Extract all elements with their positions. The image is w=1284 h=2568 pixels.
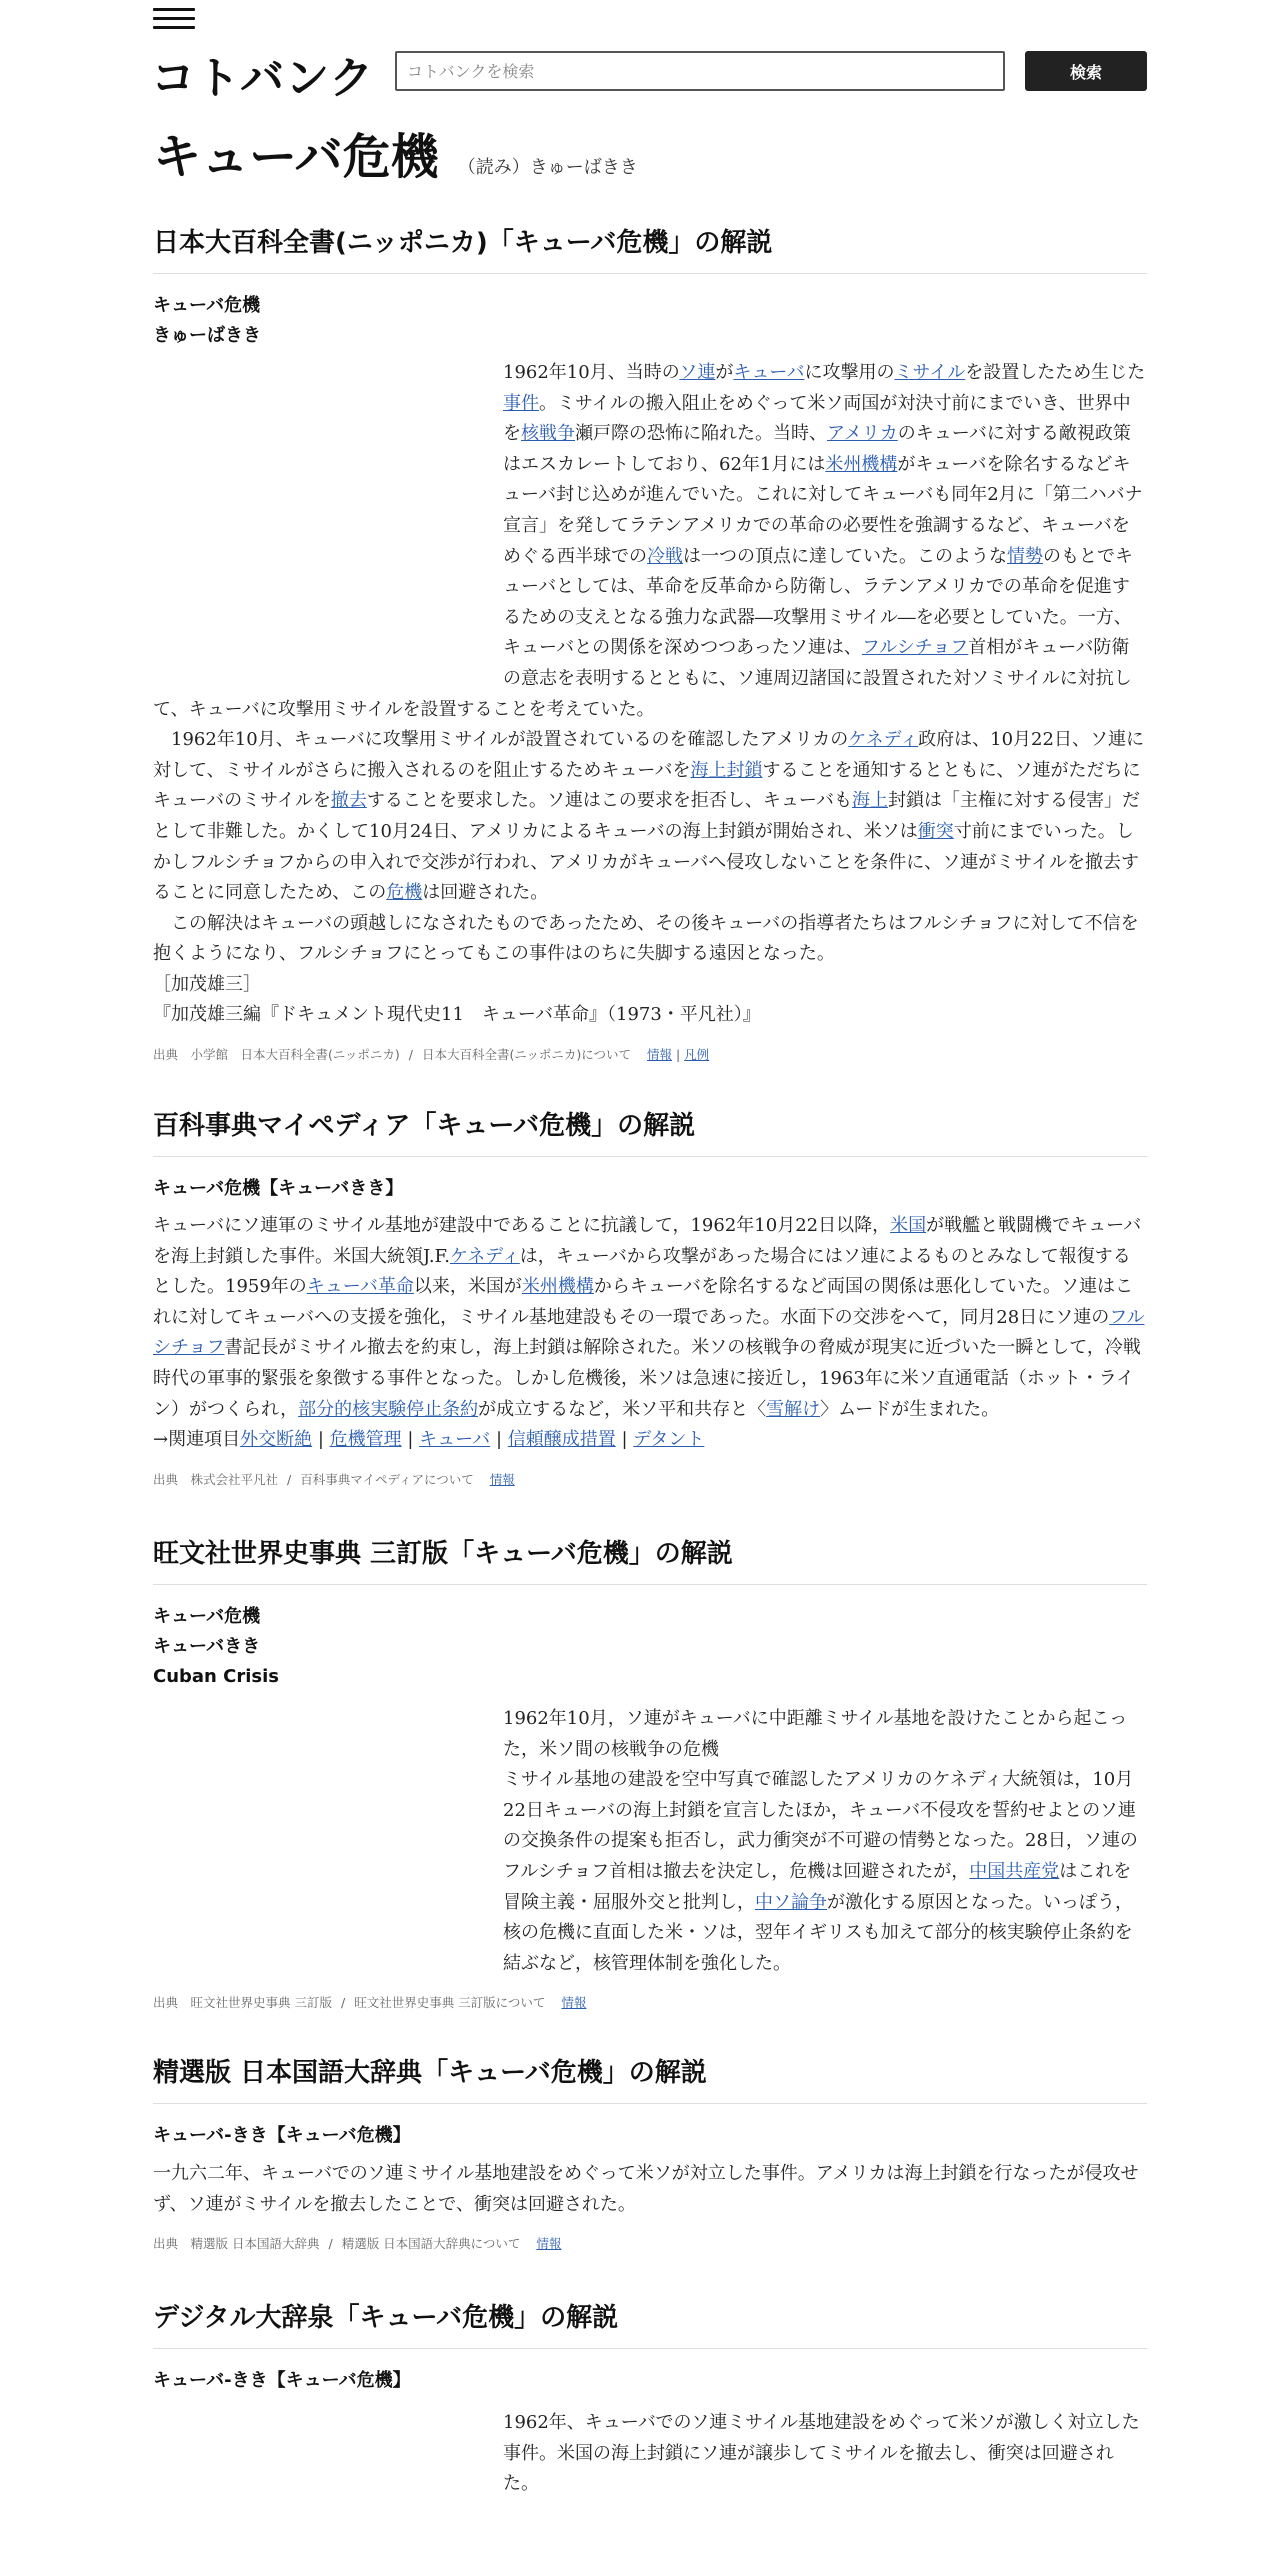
entry-title: キューバ危機 — [153, 295, 261, 316]
paragraph-1: キューバにソ連軍のミサイル基地が建設中であることに抗議して，1962年10月22日以降，米国が戦艦と戦闘機でキューバを海上封鎖した事件。米国大統領J.F.ケネディは，キューバから攻撃があった場合にはソ連によるものとみなして報復するとした。1959年のキューバ革命以来，米国が米州機構からキューバを除名するなど両国の関係は悪化していた。ソ連はこれに対してキューバへの支援を強化，ミサイル基地建設もその一環であった。水面下の交渉をへて，同月28日にソ連のフルシチョフ書記長がミサイル撤去を約束し，海上封鎖は解除された。米ソの核戦争の脅威が現実に近づいた一瞬として，冷戦時代の軍事的緊張を象徴する事件となった。しかし危機後，米ソは急速に接近し，1963年に米ソ直通電話（ホット・ライン）がつくられ，部分的核実験停止条約が成立するなど，米ソ平和共存と〈雪解け〉ムードが生まれた。 — [153, 1215, 1145, 1420]
section-nipponica — [153, 222, 1147, 1063]
related-link[interactable]: デタント — [633, 1429, 705, 1451]
entry-title: キューバ危機【キューバきき】 — [153, 1178, 404, 1199]
inline-link[interactable]: 事件 — [503, 392, 539, 414]
related-items: →関連項目外交断絶 | 危機管理 | キューバ | 信頼醸成措置 | デタント — [153, 1429, 705, 1451]
inline-link[interactable]: アメリカ — [827, 423, 898, 445]
section-mypedia — [153, 1105, 1147, 1488]
info-link[interactable]: 情報 — [646, 1047, 672, 1063]
entry-english: Cuban Crisis — [153, 1666, 279, 1687]
entry-title: キューバ‐きき【キューバ危機】 — [153, 2125, 411, 2146]
info-link[interactable]: 情報 — [536, 2236, 562, 2252]
inline-link[interactable]: フルシチョフ — [861, 637, 969, 659]
section-nikkoku — [153, 2052, 1147, 2252]
author: ［加茂雄三］ — [153, 973, 261, 995]
paragraph-1: 一九六二年、キューバでのソ連ミサイル基地建設をめぐって米ソが対立した事件。アメリカは海上封鎖を行なったが侵攻せず、ソ連がミサイルを撤去したことで、衝突は回避された。 — [153, 2163, 1139, 2215]
related-link[interactable]: 危機管理 — [329, 1429, 402, 1451]
section-heading: 百科事典マイペディア「キューバ危機」の解説 — [153, 1105, 1147, 1157]
section-heading: 日本大百科全書(ニッポニカ)「キューバ危機」の解説 — [153, 222, 1147, 274]
inline-link[interactable]: フルシチョフ — [153, 1306, 1145, 1359]
entry-reading: キューバきき — [153, 1636, 261, 1657]
section-daijisen — [153, 2297, 1147, 2500]
inline-link[interactable]: 情勢 — [1007, 545, 1043, 567]
inline-link[interactable]: ケネディ — [848, 729, 919, 751]
info-link[interactable]: 情報 — [561, 1995, 587, 2011]
source-line: 出典 精選版 日本国語大辞典 / 精選版 日本国語大辞典について 情報 — [153, 2236, 562, 2252]
section-heading: 旺文社世界史事典 三訂版「キューバ危機」の解説 — [153, 1533, 1147, 1585]
inline-link[interactable]: 中ソ論争 — [755, 1891, 827, 1913]
entry-title: キューバ危機 — [153, 1606, 261, 1627]
entry-title: キューバ‐きき【キューバ危機】 — [153, 2370, 411, 2391]
related-link[interactable]: 信頼醸成措置 — [507, 1429, 616, 1451]
inline-link[interactable]: 部分的核実験停止条約 — [298, 1398, 479, 1420]
inline-link[interactable]: 海上封鎖 — [690, 759, 763, 781]
related-link[interactable]: 外交断絶 — [240, 1429, 313, 1451]
entry-reading: きゅーばきき — [153, 325, 261, 346]
related-link[interactable]: キューバ — [419, 1429, 491, 1451]
inline-link[interactable]: ケネディ — [449, 1245, 520, 1267]
section-heading: 精選版 日本国語大辞典「キューバ危機」の解説 — [153, 2052, 1147, 2104]
inline-link[interactable]: 米州機構 — [521, 1276, 594, 1298]
page-reading: （読み）きゅーばきき — [457, 157, 638, 178]
paragraph-2: 1962年10月、キューバに攻撃用ミサイルが設置されているのを確認したアメリカのケネディ政府は、10月22日、ソ連に対して、ミサイルがさらに搬入されるのを阻止するためキューバを海上封鎖することを通知するとともに、ソ連がただちにキューバのミサイルを撤去することを要求した。ソ連はこの要求を拒否し、キューバも海上封鎖は「主権に対する侵害」だとして非難した。かくして10月24日、アメリカによるキューバの海上封鎖が開始され、米ソは衝突寸前にまでいった。しかしフルシチョフからの申入れで交渉が行われ、アメリカがキューバへ侵攻しないことを条件に、ソ連がミサイルを撤去することに同意したため、この危機は回避された。 — [153, 729, 1144, 904]
inline-link[interactable]: 米国 — [890, 1215, 927, 1236]
inline-link[interactable]: キューバ — [733, 362, 805, 383]
paragraph-3: この解決はキューバの頭越しになされたものであったため、その後キューバの指導者たちはフルシチョフに対して不信を抱くようになり、フルシチョフにとってもこの事件はのちに失脚する遠因となった。 — [153, 912, 1139, 965]
entry-body — [153, 358, 1147, 1031]
inline-link[interactable]: 核戦争 — [521, 423, 575, 445]
inline-link[interactable]: ミサイル — [894, 362, 966, 383]
inline-link[interactable]: キューバ革命 — [306, 1276, 414, 1298]
site-logo[interactable]: コトバンク — [151, 53, 375, 104]
search-input[interactable] — [395, 51, 1005, 91]
entry-body — [153, 1211, 1147, 1456]
source-line: 出典 株式会社平凡社 / 百科事典マイペディアについて 情報 — [153, 1471, 515, 1487]
reference: 『加茂雄三編『ドキュメント現代史11 キューバ革命』（1973・平凡社）』 — [153, 1004, 761, 1026]
paragraph-1: 1962年10月，ソ連がキューバに中距離ミサイル基地を設けたことから起こった，米ソ間の核戦争の危機 — [503, 1708, 1128, 1760]
inline-link[interactable]: 中国共産党 — [969, 1860, 1060, 1882]
inline-link[interactable]: 危機 — [386, 882, 423, 904]
search-button[interactable]: 検索 — [1025, 51, 1147, 91]
inline-link[interactable]: 米州機構 — [825, 453, 898, 475]
inline-link[interactable]: 雪解け — [766, 1398, 821, 1420]
inline-link[interactable]: 冷戦 — [647, 545, 683, 567]
source-line: 出典 旺文社世界史事典 三訂版 / 旺文社世界史事典 三訂版について 情報 — [153, 1995, 587, 2011]
paragraph-1: 1962年10月、当時のソ連がキューバに攻撃用のミサイルを設置したため生じた事件。ミサイルの搬入阻止をめぐって米ソ両国が対決寸前にまでいき、世界中を核戦争瀬戸際の恐怖に陥れた。当時、アメリカのキューバに対する敵視政策はエスカレートしており、62年1月には米州機構がキューバを除名するなどキューバ封じ込めが進んでいた。これに対してキューバも同年2月に「第二ハバナ宣言」を発してラテンアメリカでの革命の必要性を強調するなど、キューバをめぐる西半球での冷戦は一つの頂点に達していた。このような情勢のもとでキューバとしては、革命を反革命から防衛し、ラテンアメリカでの革命を促進するための支えとなる強力な武器―攻撃用ミサイル―を必要としていた。一方、キューバとの関係を深めつつあったソ連は、フルシチョフ首相がキューバ防衛の意志を表明するとともに、ソ連周辺諸国に設置された対ソミサイルに対抗して、キューバに攻撃用ミサイルを設置することを考えていた。 — [153, 362, 1146, 720]
menu-icon[interactable] — [153, 8, 195, 34]
inline-link[interactable]: ソ連 — [679, 362, 716, 383]
section-obunsha — [153, 1533, 1147, 2011]
info-link[interactable]: 情報 — [489, 1471, 515, 1487]
inline-link[interactable]: 海上 — [851, 790, 888, 812]
inline-link[interactable]: 衝突 — [917, 820, 954, 842]
page-title: キューバ危機 — [153, 129, 439, 185]
inline-link[interactable]: 撤去 — [330, 790, 367, 812]
page-title-row — [153, 118, 638, 187]
entry-body — [153, 1704, 1147, 1979]
source-line: 出典 小学館 日本大百科全書(ニッポニカ) / 日本大百科全書(ニッポニカ)について 情報 | 凡例 — [153, 1047, 710, 1063]
paragraph-1: 1962年、キューバでのソ連ミサイル基地建設をめぐって米ソが激しく対立した事件。米国の海上封鎖にソ連が譲歩してミサイルを撤去し、衝突は回避された。 — [503, 2412, 1140, 2495]
paragraph-2: ミサイル基地の建設を空中写真で確認したアメリカのケネディ大統領は，10月22日キューバの海上封鎖を宣言したほか，キューバ不侵攻を誓約せよとのソ連の交換条件の提案も拒否し，武力衝突が不可避の情勢となった。28日，ソ連のフルシチョフ首相は撤去を決定し，危機は回避されたが，中国共産党はこれを冒険主義・屈服外交と批判し，中ソ論争が激化する原因となった。いっぽう，核の危機に直面した米・ソは，翌年イギリスも加えて部分的核実験停止条約を結ぶなど，核管理体制を強化した。 — [503, 1769, 1138, 1974]
notes-link[interactable]: 凡例 — [684, 1047, 710, 1063]
section-heading: デジタル大辞泉「キューバ危機」の解説 — [153, 2297, 1147, 2349]
entry-body — [153, 2159, 1147, 2220]
entry-body — [153, 2408, 1147, 2500]
